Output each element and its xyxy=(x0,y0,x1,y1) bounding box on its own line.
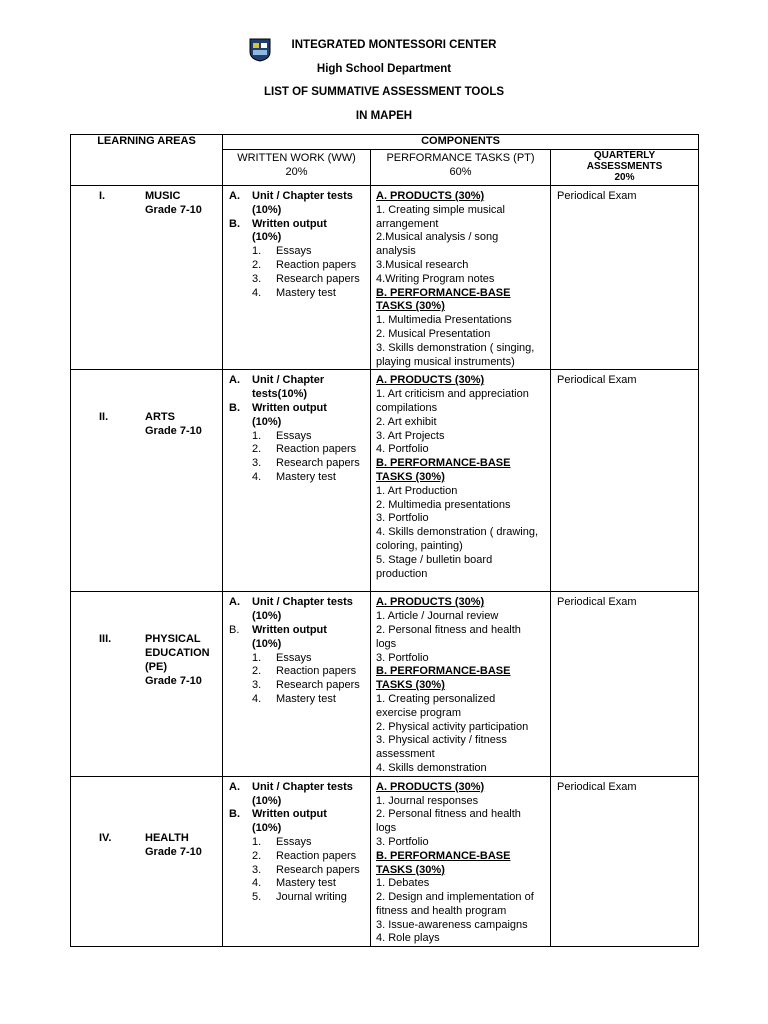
quarterly-assessment-cell: Periodical Exam xyxy=(551,776,699,947)
performance-tasks-cell: A. PRODUCTS (30%) 1. Article / Journal review 2. Personal fitness and health logs 3. Portfolio B. PERFORMANCE-BASE TASKS (30%) 1. Creating personalized exercise program 2. Physical activity participation 3. Physical activity / fitness assessment 4. Skills demonstration xyxy=(371,592,551,776)
area-grade: Grade 7-10 xyxy=(145,845,202,858)
department-name: High School Department xyxy=(316,63,452,75)
area-name: HEALTH xyxy=(145,831,189,844)
area-name-line-1: PHYSICAL xyxy=(145,633,201,646)
document-subject: IN MAPEH xyxy=(355,110,413,122)
table-header-row xyxy=(71,135,699,150)
learning-area-cell xyxy=(71,592,223,776)
document-title: LIST OF SUMMATIVE ASSESSMENT TOOLS xyxy=(263,86,505,98)
performance-tasks-header: PERFORMANCE TASKS (PT) 60% xyxy=(371,150,551,186)
learning-area-cell xyxy=(71,776,223,947)
area-numeral: IV. xyxy=(99,831,112,844)
area-name-line-2: EDUCATION xyxy=(145,647,210,660)
components-header: COMPONENTS xyxy=(223,135,699,150)
performance-tasks-cell: A. PRODUCTS (30%) 1. Art criticism and appreciation compilations 2. Art exhibit 3. Art Projects 4. Portfolio B. PERFORMANCE-BASE TASKS (30%) 1. Art Production 2. Multimedia presentations 3. Portfolio 4. Skills demonstration ( drawing, coloring, painting) 5. Stage / bulletin board production xyxy=(371,370,551,592)
quarterly-assessment-cell: Periodical Exam xyxy=(551,592,699,776)
table-row-arts xyxy=(71,370,699,592)
area-grade: Grade 7-10 xyxy=(145,425,202,438)
performance-tasks-cell: A. PRODUCTS (30%) 1. Creating simple musical arrangement 2.Musical analysis / song analysis 3.Musical research 4.Writing Program notes B. PERFORMANCE-BASE TASKS (30%) 1. Multimedia Presentations 2. Musical Presentation 3. Skills demonstration ( singing, playing musical instruments) xyxy=(371,186,551,370)
table-row-pe xyxy=(71,592,699,776)
written-work-cell: A. Unit / Chapter tests (10%) B. Written output (10%) 1. Essays 2. Reaction papers 3. Research papers 4. Mastery test 5. Journal writing xyxy=(223,776,371,947)
quarterly-assessment-cell: Periodical Exam xyxy=(551,370,699,592)
quarterly-assessment-cell: Periodical Exam xyxy=(551,186,699,370)
table-row-health xyxy=(71,776,699,947)
area-name-line-3: (PE) xyxy=(145,661,167,674)
area-numeral: I. xyxy=(99,190,106,202)
written-work-cell: A. Unit / Chapter tests(10%) B. Written output (10%) 1. Essays 2. Reaction papers 3. Research papers 4. Mastery test xyxy=(223,370,371,592)
school-name: INTEGRATED MONTESSORI CENTER xyxy=(291,39,497,51)
written-work-cell: A. Unit / Chapter tests (10%) B. Written output (10%) 1. Essays 2. Reaction papers 3. Research papers 4. Mastery test xyxy=(223,592,371,776)
written-work-cell: A. Unit / Chapter tests (10%) B. Written output (10%) 1. Essays 2. Reaction papers 3. Research papers 4. Mastery test xyxy=(223,186,371,370)
area-name: MUSIC xyxy=(145,190,181,202)
area-name: ARTS xyxy=(145,411,175,424)
performance-tasks-cell: A. PRODUCTS (30%) 1. Journal responses 2. Personal fitness and health logs 3. Portfolio B. PERFORMANCE-BASE TASKS (30%) 1. Debates 2. Design and implementation of fitness and health program 3. Issue-awareness campaigns 4. Role plays xyxy=(371,776,551,947)
written-work-header: WRITTEN WORK (WW) 20% xyxy=(223,150,371,186)
area-grade: Grade 7-10 xyxy=(145,675,202,688)
assessment-table xyxy=(70,134,699,947)
quarterly-assessments-header: QUARTERLY ASSESSMENTS 20% xyxy=(551,150,699,186)
learning-area-cell xyxy=(71,186,223,370)
learning-areas-header: LEARNING AREAS xyxy=(71,135,223,186)
area-grade: Grade 7-10 xyxy=(145,204,202,216)
area-numeral: III. xyxy=(99,633,112,646)
area-numeral: II. xyxy=(99,411,109,424)
table-row-music xyxy=(71,186,699,370)
learning-area-cell xyxy=(71,370,223,592)
